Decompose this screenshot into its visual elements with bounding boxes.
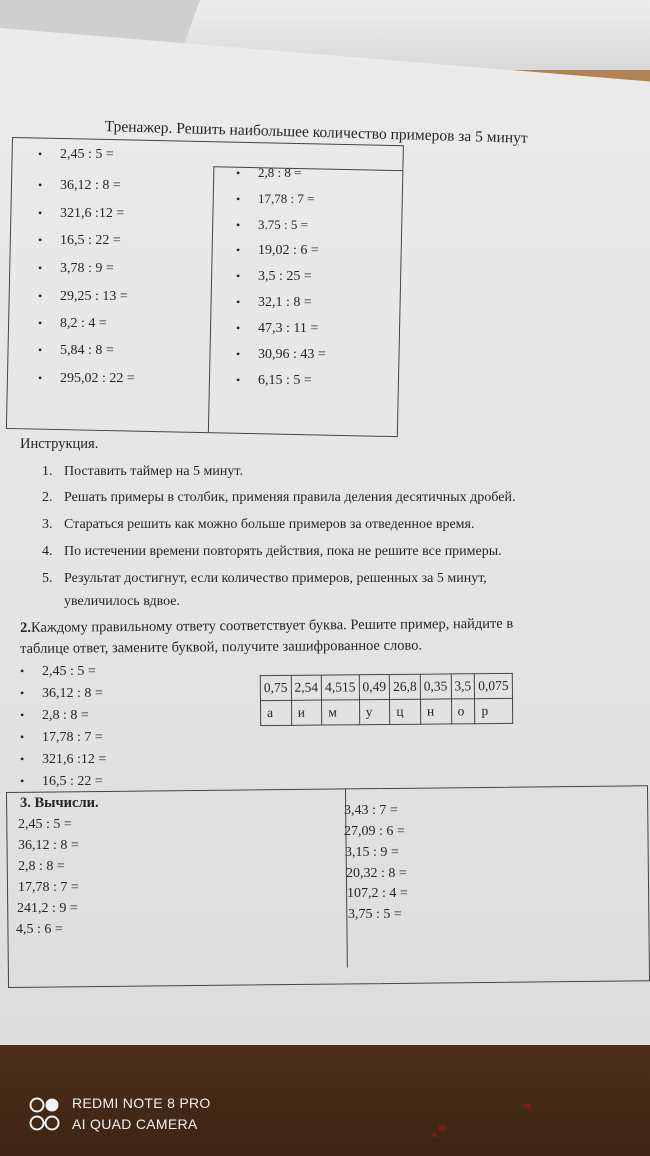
answer-cell: 4,515 [322,675,360,700]
exercise-item [38,261,114,277]
exercise-text: 16,5 : 22 = [42,774,103,789]
bullet-icon: • [38,178,43,192]
task2-example [20,730,103,746]
task2-example [20,752,106,768]
bullet-icon: • [38,316,43,330]
letter-cell: а [261,700,292,725]
exercise-text: 2,8 : 8 = [42,708,89,723]
exercise-text: 2,45 : 5 = [60,147,114,162]
instruction-item [42,490,515,506]
bullet-icon: • [236,243,241,257]
stain [523,1103,531,1109]
task-3-title: 3. Вычисли. [20,795,99,811]
exercise-text: 321,6 :12 = [60,206,125,221]
bullet-icon: • [38,261,43,275]
instruction-item [42,464,243,480]
exercise-text: 3,78 : 9 = [60,261,114,276]
exercise-item [236,243,319,259]
exercise-item [38,316,107,332]
exercise-item [236,165,301,181]
stain [438,1125,446,1131]
instruction-number: 4. [42,544,53,559]
exercise-item [38,147,114,163]
exercise-text: 47,3 : 11 = [258,321,319,336]
stain [432,1133,437,1137]
bullet-icon: • [38,289,43,303]
task3-example: 4,5 : 6 = [16,922,63,937]
exercise-item [38,178,121,194]
instruction-item [42,571,487,587]
exercise-text: 32,1 : 8 = [258,295,312,310]
task3-example: 17,78 : 7 = [18,880,79,895]
exercise-text: 8,2 : 4 = [60,316,107,331]
answer-cell: 0,75 [260,675,291,700]
task3-example: 2,8 : 8 = [18,859,65,874]
bullet-icon: • [236,166,241,180]
instructions-title: Инструкция. [20,436,99,452]
exercise-text: 295,02 : 22 = [60,371,135,386]
instruction-text: Поставить таймер на 5 минут. [64,464,243,479]
answers-row [260,673,512,700]
watermark-line: REDMI NOTE 8 PRO [72,1095,211,1111]
letters-row [261,698,513,725]
watermark-line: AI QUAD CAMERA [72,1116,198,1132]
bullet-icon: • [236,269,241,283]
bullet-icon: • [236,295,241,309]
bullet-icon: • [236,218,241,232]
exercise-text: 5,84 : 8 = [60,343,114,358]
answer-cell: 0,35 [420,674,451,699]
exercise-text: 3,5 : 25 = [258,269,312,284]
bullet-icon: • [20,752,25,766]
instruction-text: Результат достигнут, если количество примеров, решенных за 5 минут, [64,571,487,586]
task-text: Каждому правильному ответу соответствует буква. Решите пример, найдите в [30,615,514,636]
task2-example [20,708,89,724]
letter-cell: у [359,699,390,724]
letter-cell: ц [390,699,421,724]
exercise-item [38,289,128,305]
bullet-icon: • [236,347,241,361]
worksheet-title: Тренажер. Решить наибольшее количество примеров за 5 минут [104,118,528,147]
letter-cell: и [291,700,322,725]
exercise-item [38,343,114,359]
bullet-icon: • [38,233,43,247]
bullet-icon: • [20,664,25,678]
exercise-text: 29,25 : 13 = [60,289,128,304]
instruction-text: По истечении времени повторять действия, пока не решите все примеры. [64,544,502,559]
task2-example [20,686,103,702]
instruction-item-continuation: увеличилось вдвое. [64,594,180,609]
watermark-text [72,1093,211,1135]
answer-cell: 0,075 [475,673,513,698]
task-number: 2. [20,619,32,636]
bullet-icon: • [38,206,43,220]
exercise-text: 2,45 : 5 = [42,664,96,679]
bullet-icon: • [20,730,25,744]
exercise-item [38,371,135,387]
task3-example: 107,2 : 4 = [347,886,408,901]
exercise-text: 19,02 : 6 = [258,243,319,258]
task3-example: 36,12 : 8 = [18,838,79,853]
exercise-text: 17,78 : 7 = [42,730,103,745]
column-divider [208,166,215,432]
task3-example: 2,45 : 5 = [18,817,72,832]
exercise-text: 17,78 : 7 = [258,191,315,206]
exercise-item [236,269,312,285]
letter-cell: р [475,698,513,723]
instruction-text: Стараться решить как можно больше примеров за отведенное время. [64,517,475,532]
exercise-item [236,191,314,207]
bullet-icon: • [38,371,43,385]
task3-example: 3,15 : 9 = [345,845,399,860]
exercise-text: 3.75 : 5 = [258,217,308,232]
bullet-icon: • [20,774,25,788]
instruction-text: Решать примеры в столбик, применяя правила деления десятичных дробей. [64,490,516,505]
task3-example: 3,43 : 7 = [344,803,398,818]
exercise-text: 6,15 : 5 = [258,373,312,388]
exercise-text: 36,12 : 8 = [60,178,121,193]
bullet-icon: • [20,686,25,700]
exercise-item [236,373,312,389]
task3-example: 20,32 : 8 = [346,866,407,881]
task3-example: 27,09 : 6 = [344,824,405,839]
letter-cell: н [420,699,451,724]
letter-cell: м [322,700,360,725]
exercise-item [236,295,312,311]
bullet-icon: • [236,321,241,335]
answer-cell: 26,8 [390,674,421,699]
bullet-icon: • [236,373,241,387]
exercise-3-frame [6,785,650,988]
exercise-item [236,217,308,233]
instruction-number: 5. [42,571,53,586]
instruction-number: 2. [42,490,53,505]
exercise-text: 2,8 : 8 = [258,165,302,180]
exercise-text: 16,5 : 22 = [60,233,121,248]
instruction-item [42,544,502,560]
exercise-item [38,233,121,249]
letter-cell: о [451,699,475,724]
bullet-icon: • [38,147,43,161]
task2-example [20,664,96,680]
exercise-text: 36,12 : 8 = [42,686,103,701]
answer-cell: 2,54 [291,675,322,700]
instruction-number: 1. [42,464,53,479]
exercise-item [236,321,318,337]
exercise-item [236,347,326,363]
camera-lens-icon [28,1095,62,1133]
answer-cell: 0,49 [359,674,390,699]
bullet-icon: • [20,708,25,722]
instruction-number: 3. [42,517,53,532]
bullet-icon: • [38,343,43,357]
exercise-text: 30,96 : 43 = [258,347,326,362]
task-2-heading-line2: таблице ответ, замените буквой, получите зашифрованное слово. [20,637,423,657]
answer-cell: 3,5 [451,674,475,699]
exercise-item [38,206,124,222]
exercise-text: 321,6 :12 = [42,752,107,767]
instruction-item [42,517,474,533]
task2-example [20,774,103,790]
cipher-table [260,673,513,726]
task3-example: 3,75 : 5 = [348,907,402,922]
task3-example: 241,2 : 9 = [17,901,78,916]
bullet-icon: • [236,192,241,206]
